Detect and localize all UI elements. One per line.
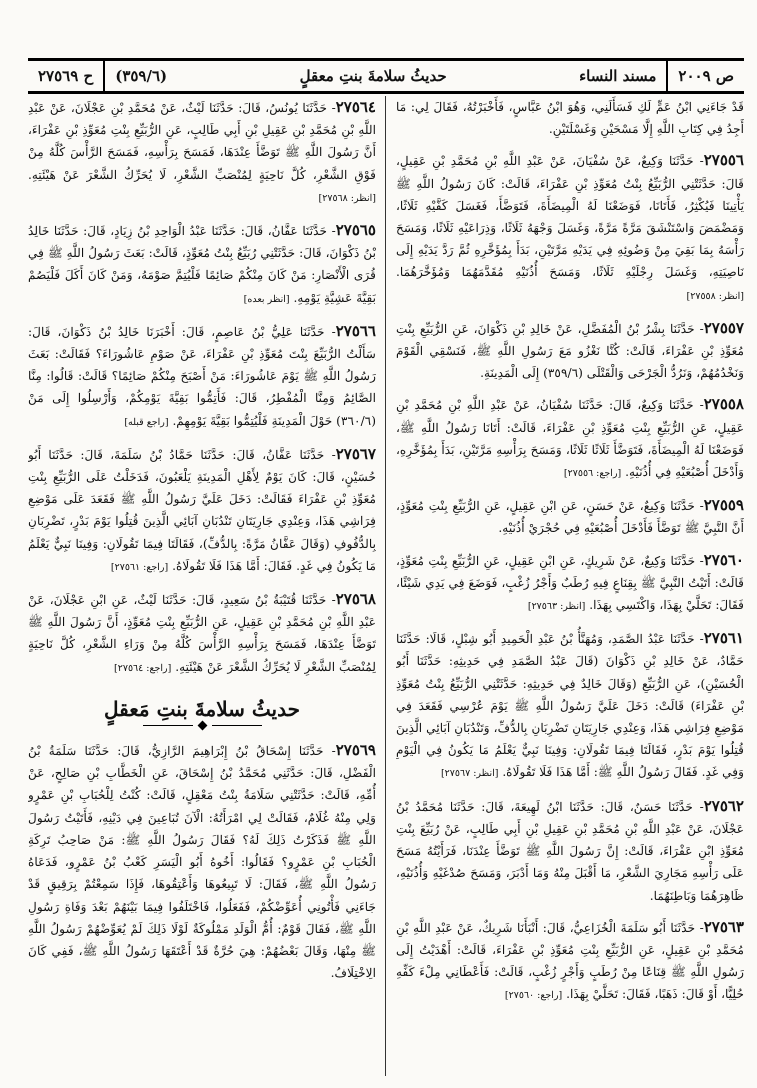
page-number: ص ٢٠٠٩ bbox=[678, 67, 734, 85]
hadith-entry bbox=[396, 494, 744, 539]
cross-reference: [راجع: ٢٧٥٦٤] bbox=[114, 662, 172, 674]
hadith-number: ٢٧٥٦٤ bbox=[335, 98, 376, 116]
cross-reference: [انظر بعده] bbox=[243, 293, 290, 305]
hadith-number: ٢٧٥٦٥ bbox=[335, 221, 376, 240]
volume-page-ref: (٣٥٩/٦) bbox=[115, 67, 168, 85]
column-divider bbox=[385, 96, 386, 1076]
diamond-ornament-icon bbox=[197, 721, 207, 731]
hadith-entry bbox=[396, 96, 744, 140]
hadith-entry bbox=[28, 443, 376, 579]
hadith-entry bbox=[396, 916, 744, 1008]
hadith-entry bbox=[28, 219, 376, 311]
hadith-entry bbox=[396, 317, 744, 385]
hadith-number: ٢٧٥٦٦ bbox=[335, 321, 376, 340]
hadith-entry bbox=[28, 588, 376, 680]
running-header bbox=[28, 58, 744, 94]
cross-reference: [راجع: ٢٧٥٦٠] bbox=[504, 990, 563, 1002]
hadith-number: ٢٧٥٦٧ bbox=[335, 444, 376, 463]
book-section: مسند النساء bbox=[579, 67, 657, 85]
hadith-entry bbox=[28, 96, 376, 210]
hadith-entry bbox=[396, 393, 744, 485]
hadith-number: ٢٧٥٦١ bbox=[703, 629, 744, 648]
hadith-number: ٢٧٥٦٣ bbox=[703, 917, 744, 936]
hadith-text: - حَدَّثَنَا إِسْحَاقُ بْنُ إِبْرَاهِيمَ الرَّازِيُّ، قَالَ: حَدَّثَنَا سَلَمَةُ بْنُ الْفَضْلِ، قَالَ: حَدَّثَنِي مُحَمَّدُ بْنُ إِسْحَاقَ، عَنِ الْخَطَّابِ بْنِ صَالِحٍ، عَنْ أُمِّهِ، قَالَتْ: حَدَّثَتْنِي سَلَامَةُ بِنْتُ مَعْقِلٍ، قَالَتْ: كُنْتُ لِلْحُبَابِ بْنِ عَمْرٍو وَلِي مِنْهُ غُلَامٌ، فَقَالَتْ لِي امْرَأَتُهُ: الْآنَ تُبَاعِينَ فِي دَيْنِهِ، فَأَتَيْتُ رَسُولَ اللَّهِ ﷺ فَذَكَرْتُ ذَلِكَ لَهُ؟ فَقَالَ رَسُولُ اللَّهِ ﷺ: مَنْ صَاحِبُ تَرِكَةِ الْحُبَابِ بْنِ عَمْرٍو؟ فَقَالُوا: أَخُوهُ أَبُو الْيَسَرِ كَعْبُ بْنُ عَمْرٍو، فَدَعَاهُ رَسُولُ اللَّهِ ﷺ، فَقَالَ: لَا تَبِيعُوهَا وَأَعْتِقُوهَا، فَإِذَا سَمِعْتُمْ بِرَقِيقٍ قَدْ جَاءَنِي فَأْتُونِي أُعَوِّضْكُمْ، فَفَعَلُوا، فَاخْتَلَفُوا فِيمَا بَيْنَهُمْ بَعْدَ وَفَاةِ رَسُولِ اللَّهِ ﷺ، فَقَالَ قَوْمٌ: أُمُّ الْوَلَدِ مَمْلُوكَةٌ لَوْلَا ذَلِكَ لَمْ يُعَوِّضْهُمْ رَسُولُ اللَّهِ ﷺ مِنْهَا، وَقَالَ بَعْضُهُمْ: هِيَ حُرَّةٌ قَدْ أَعْتَقَهَا رَسُولُ اللَّهِ ﷺ، فَفِي كَانَ الِاخْتِلَافُ. bbox=[28, 744, 376, 981]
cross-reference: [انظر: ٢٧٥٦٧] bbox=[440, 768, 499, 780]
header-divider bbox=[103, 61, 105, 91]
hadith-number: ٢٧٥٥٧ bbox=[703, 318, 744, 337]
hadith-text: - حَدَّثَنَا وَكِيعٌ، عَنْ سُفْيَانَ، عَنْ عَبْدِ اللَّهِ بْنِ مُحَمَّدِ بْنِ عَقِيلٍ، قَالَ: حَدَّثَتْنِي الرُّبَيِّعُ بِنْتُ مُعَوِّذِ بْنِ عَفْرَاءَ، قَالَتْ: كَانَ رَسُولُ اللَّهِ ﷺ يَأْتِينَا فَيُكْثِرُ، فَأَتَانَا، فَوَضَعْنَا لَهُ الْمِيضَأَةَ، فَتَوَضَّأَ، فَغَسَلَ كَفَّيْهِ ثَلَاثًا، وَمَضْمَضَ وَاسْتَنْشَقَ مَرَّةً مَرَّةً، وَغَسَلَ وَجْهَهُ ثَلَاثًا، وَذِرَاعَيْهِ ثَلَاثًا، وَمَسَحَ رَأْسَهُ بِمَا بَقِيَ مِنْ وَضُوئِهِ فِي يَدَيْهِ مَرَّتَيْنِ، بَدَأَ بِمُؤَخَّرِهِ ثُمَّ رَدَّ يَدَيْهِ إِلَى نَاصِيَتِهِ، وَغَسَلَ رِجْلَيْهِ ثَلَاثًا، وَمَسَحَ أُذُنَيْهِ مُقَدَّمَهُمَا وَمُؤَخَّرَهُمَا. bbox=[396, 154, 744, 280]
hadith-number: ٢٧٥٥٩ bbox=[703, 496, 744, 515]
book-page bbox=[28, 50, 744, 1082]
hadith-entry bbox=[396, 795, 744, 907]
cross-reference: [راجع: ٢٧٥٦١] bbox=[110, 561, 169, 573]
hadith-text: - حَدَّثَنَا أَبُو سَلَمَةَ الْخُزَاعِيُّ، قَالَ: أَنْبَأَنَا شَرِيكٌ، عَنْ عَبْدِ اللَّهِ بْنِ مُحَمَّدِ بْنِ عَقِيلٍ، عَنِ الرُّبَيِّعِ بِنْتِ مُعَوِّذِ بْنِ عَفْرَاءَ، قَالَتْ: أَهْدَيْتُ إِلَى رَسُولِ اللَّهِ ﷺ قِنَاعًا مِنْ رُطَبٍ وَأَجْرٍ زُغْبٍ، قَالَتْ: فَأَعْطَانِي مِلْءَ كَفِّهِ حُلِيًّا، أَوْ قَالَ: ذَهَبًا، فَقَالَ: تَحَلَّيْ بِهَذَا. bbox=[396, 920, 744, 1002]
hadith-text: - حَدَّثَنَا وَكِيعٌ، عَنْ حَسَنٍ، عَنِ ابْنِ عَقِيلٍ، عَنِ الرُّبَيِّعِ بِنْتِ مُعَوِّذٍ، أَنَّ النَّبِيَّ ﷺ تَوَضَّأَ فَأَدْخَلَ أُصْبُعَيْهِ فِي حُجْرَيْ أُذُنَيْهِ. bbox=[396, 499, 744, 536]
hadith-number: ٢٧٥٥٨ bbox=[703, 395, 744, 414]
hadith-entry bbox=[28, 739, 376, 984]
hadith-text: - حَدَّثَنَا عَبْدُ الصَّمَدِ، وَمُهَنَّأُ بْنُ عَبْدِ الْحَمِيدِ أَبُو شِبْلٍ، قَالَا: حَدَّثَنَا حَمَّادٌ، عَنْ خَالِدِ بْنِ ذَكْوَانَ (قَالَ عَبْدُ الصَّمَدِ فِي حَدِيثِهِ: حَدَّثَنَا أَبُو الْحُسَيْنِ)، عَنِ الرُّبَيِّعِ (وَقَالَ خَالِدٌ فِي حَدِيثِهِ: حَدَّثَتْنِي الرُّبَيِّعُ بِنْتُ مُعَوِّذِ بْنِ عَفْرَاءَ) قَالَتْ: دَخَلَ عَلَيَّ رَسُولُ اللَّهِ ﷺ يَوْمَ عُرْسِي فَقَعَدَ فِي مَوْضِعِ فِرَاشِي هَذَا، وَعِنْدِي جَارِيَتَانِ تَضْرِبَانِ بِالدُّفِّ، وَتَنْدُبَانِ آبَائِي الَّذِينَ قُتِلُوا يَوْمَ بَدْرٍ، فَقَالَتَا فِيمَا تَقُولَانِ: وَفِينَا نَبِيٌّ يَعْلَمُ مَا يَكُونُ فِي الْيَوْمِ وَفِي غَدٍ. فَقَالَ رَسُولُ اللَّهِ ﷺ: أَمَّا هَذَا فَلَا تَقُولَاهُ. bbox=[396, 632, 744, 780]
left-text-column bbox=[28, 96, 376, 1076]
hadith-number: ٢٧٥٦٢ bbox=[703, 796, 744, 815]
hadith-text: - حَدَّثَنَا عَفَّانُ، قَالَ: حَدَّثَنَا حَمَّادُ بْنُ سَلَمَةَ، قَالَ: حَدَّثَنَا أَبُو حُسَيْنٍ، قَالَ: كَانَ يَوْمٌ لِأَهْلِ الْمَدِينَةِ يَلْعَبُونَ، فَدَخَلْتُ عَلَى الرُّبَيِّعِ بِنْتِ مُعَوِّذِ بْنِ عَفْرَاءَ فَقَالَتْ: دَخَلَ عَلَيَّ رَسُولُ اللَّهِ ﷺ فَقَعَدَ عَلَى مَوْضِعِ فِرَاشِي هَذَا، وَعِنْدِي جَارِيَتَانِ تَنْدُبَانِ آبَائِي الَّذِينَ قُتِلُوا يَوْمَ بَدْرٍ، تَضْرِبَانِ بِالدُّفُوفِ (وَقَالَ عَفَّانُ مَرَّةً: بِالدُّفِّ)، فَقَالَتَا فِيمَا تَقُولَانِ: وَفِينَا نَبِيٌّ يَعْلَمُ مَا يَكُونُ فِي غَدٍ. فَقَالَ: أَمَّا هَذَا فَلَا تَقُولَاهُ. bbox=[28, 447, 376, 573]
hadith-entry bbox=[396, 149, 744, 307]
cross-reference: [راجع قبله] bbox=[124, 416, 169, 428]
hadith-text: - حَدَّثَنَا بِشْرُ بْنُ الْمُفَضَّلِ، عَنْ خَالِدِ بْنِ ذَكْوَانَ، عَنِ الرُّبَيِّعِ بِنْتِ مُعَوِّذِ بْنِ عَفْرَاءَ، قَالَتْ: كُنَّا نَغْزُو مَعَ رَسُولِ اللَّهِ ﷺ، فَنَسْقِي الْقَوْمَ وَنَخْدُمُهُمْ، وَنَرُدُّ الْجَرْحَى وَالْقَتْلَى (٣٥٩/٦) إِلَى الْمَدِينَةِ. bbox=[396, 321, 744, 381]
hadith-text: قَدْ جَاءَنِي ابْنُ عَمٍّ لَكِ فَسَأَلَنِي، وَهُوَ ابْنُ عَبَّاسٍ، فَأَخْبَرْتُهُ، فَقَالَ لِي: مَا أَجِدُ فِي كِتَابِ اللَّهِ إِلَّا مَسْحَيْنِ وَغَسْلَتَيْنِ. bbox=[396, 100, 744, 137]
hadith-text: - حَدَّثَنَا حَسَنٌ، قَالَ: حَدَّثَنَا ابْنُ لَهِيعَةَ، قَالَ: حَدَّثَنَا مُحَمَّدُ بْنُ عَجْلَانَ، عَنْ عَبْدِ اللَّهِ بْنِ مُحَمَّدِ بْنِ عَقِيلِ بْنِ أَبِي طَالِبٍ، عَنْ رُبَيِّعَ بِنْتِ مُعَوِّذِ ابْنِ عَفْرَاءَ، قَالَتْ: إِنَّ رَسُولَ اللَّهِ ﷺ تَوَضَّأَ عِنْدَنَا، فَرَأَيْتُهُ مَسَحَ عَلَى رَأْسِهِ مَجَارِيَ الشَّعْرِ، مَا أَقْبَلَ مِنْهُ وَمَا أَدْبَرَ، وَمَسَحَ صُدْغَيْهِ وَأُذُنَيْهِ، ظَاهِرَهُمَا وَبَاطِنَهُمَا. bbox=[396, 799, 744, 903]
hadith-text: - حَدَّثَنَا يُونُسُ، قَالَ: حَدَّثَنَا لَيْثٌ، عَنْ مُحَمَّدِ بْنِ عَجْلَانَ، عَنْ عَبْدِ اللَّهِ بْنِ مُحَمَّدِ بْنِ عَقِيلِ بْنِ أَبِي طَالِبٍ، عَنِ الرُّبَيِّعِ بِنْتِ مُعَوِّذِ بْنِ عَفْرَاءَ، أَنَّ رَسُولَ اللَّهِ ﷺ تَوَضَّأَ عِنْدَهَا، فَمَسَحَ بِرَأْسِهِ، فَمَسَحَ الرَّأْسَ كُلَّهُ مِنْ فَوْقِ الشَّعْرِ، كُلَّ نَاحِيَةٍ لِمُنْصَبِّ الشَّعْرِ، لَا يُحَرِّكُ الشَّعْرَ عَنْ هَيْئَتِهِ. bbox=[28, 101, 376, 182]
hadith-entry bbox=[396, 627, 744, 785]
header-divider bbox=[666, 61, 668, 91]
hadith-number: ٢٧٥٥٦ bbox=[703, 151, 744, 170]
chapter-title: حديثُ سلامةَ بنتِ معقلٍ bbox=[299, 67, 447, 85]
section-heading: حديثُ سلامةَ بنتِ مَعقلٍ bbox=[104, 696, 300, 721]
hadith-number: ح ٢٧٥٦٩ bbox=[38, 67, 94, 85]
hadith-text: - حَدَّثَنَا عَلِيُّ بْنُ عَاصِمٍ، قَالَ: أَخْبَرَنَا خَالِدُ بْنُ ذَكْوَانَ، قَالَ: سَأَلْتُ الرُّبَيِّعَ بِنْتَ مُعَوِّذِ بْنِ عَفْرَاءَ، عَنْ صَوْمِ عَاشُورَاءَ؟ فَقَالَتْ: بَعَثَ رَسُولُ اللَّهِ ﷺ يَوْمَ عَاشُورَاءَ: مَنْ أَصْبَحَ مِنْكُمْ صَائِمًا؟ قَالَتْ: قَالُوا: مِنَّا الصَّائِمُ وَمِنَّا الْمُفْطِرُ، قَالَ: فَأَتِمُّوا بَقِيَّةَ يَوْمِكُمْ، وَأَرْسِلُوا إِلَى مَنْ (٣٦٠/٦) حَوْلَ الْمَدِينَةِ فَلْيُتِمُّوا بَقِيَّةَ يَوْمِهِمْ. bbox=[28, 324, 376, 428]
right-text-column bbox=[396, 96, 744, 1076]
hadith-text: - حَدَّثَنَا وَكِيعٌ، قَالَ: حَدَّثَنَا سُفْيَانُ، عَنْ عَبْدِ اللَّهِ بْنِ مُحَمَّدِ بْنِ عَقِيلٍ، عَنِ الرُّبَيِّعِ بِنْتِ مُعَوِّذِ بْنِ عَفْرَاءَ، قَالَتْ: أَتَانَا رَسُولُ اللَّهِ ﷺ، فَوَضَعْنَا لَهُ الْمِيضَأَةَ، فَتَوَضَّأَ ثَلَاثًا ثَلَاثًا، وَمَسَحَ بِرَأْسِهِ مَرَّتَيْنِ، بَدَأَ بِمُؤَخَّرِهِ، وَأَدْخَلَ أُصْبُعَيْهِ فِي أُذُنَيْهِ. bbox=[396, 398, 744, 480]
cross-reference: [راجع: ٢٧٥٥٦] bbox=[563, 468, 622, 480]
hadith-text: - حَدَّثَنَا عَفَّانُ، قَالَ: حَدَّثَنَا عَبْدُ الْوَاحِدِ بْنُ زِيَادٍ، قَالَ: حَدَّثَنَا خَالِدُ بْنُ ذَكْوَانَ، قَالَ: حَدَّثَتْنِي رُبَيِّعُ بِنْتُ مُعَوِّذٍ، قَالَتْ: بَعَثَ رَسُولُ اللَّهِ ﷺ فِي قُرَى الْأَنْصَارِ: مَنْ كَانَ مِنْكُمْ صَائِمًا فَلْيُتِمَّ صَوْمَهُ، وَمَنْ كَانَ أَكَلَ فَلْيَصُمْ بَقِيَّةَ عَشِيَّةِ يَوْمِهِ. bbox=[28, 224, 376, 305]
hadith-text: - حَدَّثَنَا قُتَيْبَةُ بْنُ سَعِيدٍ، قَالَ: حَدَّثَنَا لَيْثٌ، عَنِ ابْنِ عَجْلَانَ، عَنْ عَبْدِ اللَّهِ بْنِ مُحَمَّدِ بْنِ عَقِيلٍ، عَنِ الرُّبَيِّعِ بِنْتِ مُعَوِّذٍ، أَنَّ رَسُولَ اللَّهِ ﷺ تَوَضَّأَ عِنْدَهَا، فَمَسَحَ بِرَأْسِهِ الرَّأْسَ كُلَّهُ مِنْ وَرَاءِ الشَّعْرِ، كُلَّ نَاحِيَةٍ لِمُنْصَبِّ الشَّعْرِ لَا يُحَرِّكُ الشَّعْرَ عَنْ هَيْئَتِهِ. bbox=[28, 593, 376, 674]
hadith-number: ٢٧٥٦٨ bbox=[335, 590, 376, 609]
hadith-number: ٢٧٥٦٩ bbox=[335, 741, 376, 760]
heading-ornament bbox=[28, 722, 376, 729]
cross-reference: [انظر: ٢٧٥٦٣] bbox=[527, 601, 586, 613]
hadith-entry bbox=[28, 320, 376, 434]
cross-reference: [انظر: ٢٧٥٦٨] bbox=[318, 192, 376, 204]
hadith-text: - حَدَّثَنَا وَكِيعٌ، عَنْ شَرِيكٍ، عَنِ ابْنِ عَقِيلٍ، عَنِ الرُّبَيِّعِ بِنْتِ مُعَوِّذٍ، قَالَتْ: أَتَيْتُ النَّبِيَّ ﷺ بِقِنَاعٍ فِيهِ رُطَبٌ وَأَجْرُ زُغْبٍ، فَوَضَعَ فِي يَدِي شَيْئًا، فَقَالَ: تَحَلَّيْ بِهَذَا، وَاكْتَسِي بِهَذَا. bbox=[396, 553, 744, 613]
cross-reference: [انظر: ٢٧٥٥٨] bbox=[686, 290, 744, 302]
hadith-number: ٢٧٥٦٠ bbox=[703, 550, 744, 569]
hadith-entry bbox=[396, 549, 744, 619]
